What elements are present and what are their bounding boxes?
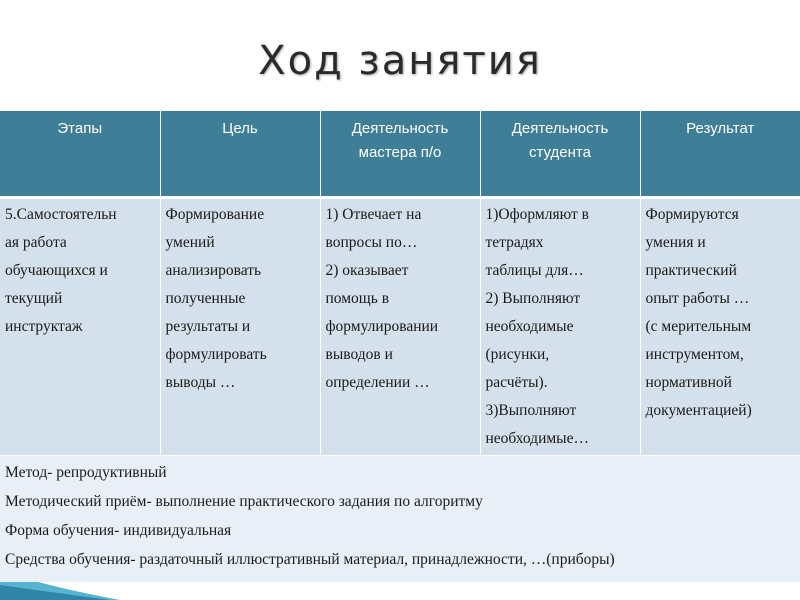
cell-line: вопросы по… [325, 234, 418, 251]
cell-line: помощь в [325, 290, 390, 307]
footer-cell [0, 456, 800, 583]
table-header-row [0, 111, 800, 198]
cell-result [640, 198, 800, 456]
cell-goal [160, 198, 320, 456]
cell-line: тетрадях [485, 234, 544, 251]
footer-form: Форма обучения- индивидуальная [5, 522, 232, 539]
cell-line: опыт работы … [645, 290, 750, 307]
cell-line: (рисунки, [485, 346, 550, 363]
cell-line: результаты и [165, 318, 251, 335]
cell-master-activity [320, 198, 480, 456]
header-student-activity: Деятельность студента [480, 111, 640, 198]
cell-line: необходимые… [485, 430, 589, 447]
table-row [0, 198, 800, 456]
cell-line: обучающихся и [5, 262, 108, 279]
cell-line: 3)Выполняют [485, 402, 577, 419]
cell-line: полученные [165, 290, 246, 307]
header-stages: Этапы [0, 111, 160, 198]
cell-line: формулировать [165, 346, 267, 363]
cell-line: 1)Оформляют в [485, 206, 589, 223]
cell-line: умений [165, 234, 215, 251]
header-master-activity: Деятельность мастера п/о [320, 111, 480, 198]
cell-line: 2) Выполняют [485, 290, 581, 307]
footer-means: Средства обучения- раздаточный иллюстративный материал, принадлежности, …(приборы) [5, 551, 615, 568]
cell-student-activity [480, 198, 640, 456]
cell-stage [0, 198, 160, 456]
cell-line: выводы … [165, 374, 236, 391]
header-result: Результат [640, 111, 800, 198]
cell-line: практический [645, 262, 737, 279]
cell-line: документацией) [645, 402, 752, 419]
footer-technique: Методический приём- выполнение практического задания по алгоритму [5, 493, 483, 510]
cell-line: Формируются [645, 206, 739, 223]
cell-line: формулировании [325, 318, 439, 335]
cell-line: анализировать [165, 262, 262, 279]
cell-line: (с мерительным [645, 318, 752, 335]
lesson-table [0, 111, 800, 582]
cell-line: определении … [325, 374, 430, 391]
cell-line: нормативной [645, 374, 732, 391]
cell-line: расчёты). [485, 374, 548, 391]
cell-line: ая работа [5, 234, 67, 251]
cell-line: Формирование [165, 206, 265, 223]
cell-line: текущий [5, 290, 63, 307]
cell-line: 1) Отвечает на [325, 206, 422, 223]
cell-line: необходимые [485, 318, 574, 335]
cell-line: выводов и [325, 346, 393, 363]
cell-line: 5.Самостоятельн [5, 206, 117, 223]
table-footer-row [0, 456, 800, 583]
page-title: Ход занятия [258, 38, 542, 84]
cell-line: инструментом, [645, 346, 744, 363]
cell-line: таблицы для… [485, 262, 584, 279]
header-goal: Цель [160, 111, 320, 198]
cell-line: 2) оказывает [325, 262, 409, 279]
footer-method: Метод- репродуктивный [5, 464, 167, 481]
cell-line: инструктаж [5, 318, 83, 335]
cell-line: умения и [645, 234, 706, 251]
